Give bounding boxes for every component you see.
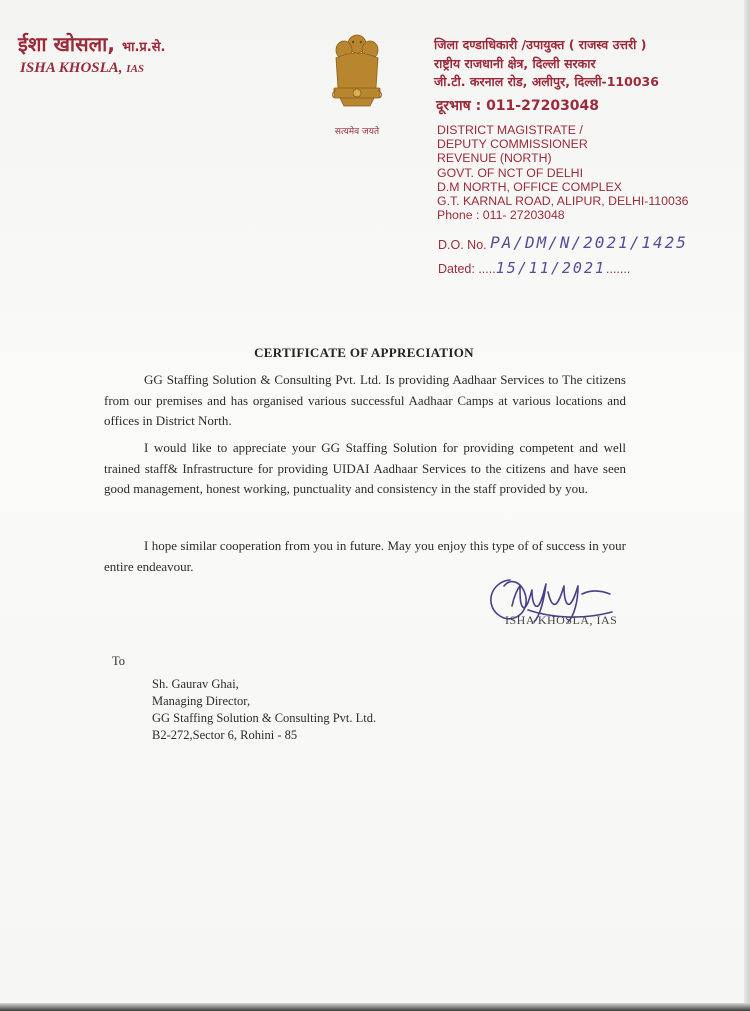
reference-number-value: PA/DM/N/2021/1425 xyxy=(490,233,688,252)
letterhead-english-line: DISTRICT MAGISTRATE / xyxy=(437,123,583,137)
body-paragraph-text: I hope similar cooperation from you in future. May you enjoy this type of of success in your entire endeavour. xyxy=(104,538,626,574)
letter-date: Dated: .....15/11/2021....... xyxy=(438,259,631,277)
body-paragraph-text: I would like to appreciate your GG Staffing Solution for providing competent and well trained staff& Infrastructure for providing UIDAI Aadhaar Services to the citizens and have seen good management, honest working, punctuality and consistency in the staff provided by you. xyxy=(104,440,626,496)
letterhead-hindi xyxy=(434,36,659,92)
certificate-title: CERTIFICATE OF APPRECIATION xyxy=(254,345,474,360)
letterhead-hindi-line: राष्ट्रीय राजधानी क्षेत्र, दिल्ली सरकार xyxy=(434,55,596,71)
emblem-motto: सत्यमेव जयते xyxy=(334,127,380,137)
recipient-address-line: GG Staffing Solution & Consulting Pvt. Ltd. xyxy=(152,711,377,725)
signatory-name: ISHA KHOSLA, IAS xyxy=(505,613,618,627)
letterhead-english-line: G.T. KARNAL ROAD, ALIPUR, DELHI-110036 xyxy=(437,194,689,209)
recipient-address-line: B2-272,Sector 6, Rohini - 85 xyxy=(152,728,298,742)
letterhead-english-line: Phone : 011- 27203048 xyxy=(437,208,565,223)
officer-name-hindi-text: ईशा खोसला, xyxy=(18,32,115,56)
letterhead-english-line: REVENUE (NORTH) xyxy=(437,151,552,166)
national-emblem-icon xyxy=(322,30,392,135)
letterhead-hindi-line: जिला दण्डाधिकारी /उपायुक्त ( राजस्व उत्तरी ) xyxy=(434,37,647,52)
letterhead-english-line: DEPUTY COMMISSIONER xyxy=(437,137,588,152)
officer-name-hindi xyxy=(18,30,165,57)
body-paragraph-text: GG Staffing Solution & Consulting Pvt. Ltd. Is providing Aadhaar Services to The citizens from our premises and has organised various successful Aadhaar Camps at various locations and offices in District North. xyxy=(104,372,626,428)
recipient-address-line: Sh. Gaurav Ghai, xyxy=(152,677,239,691)
letter-date-value: 15/11/2021 xyxy=(495,259,607,277)
letterhead-english xyxy=(437,123,689,222)
paper-edge-bottom xyxy=(0,1003,750,1011)
officer-name-english xyxy=(20,60,144,77)
letterhead-hindi-phone: दूरभाष : 011-27203048 xyxy=(436,98,600,114)
letterhead-english-line: GOVT. OF NCT OF DELHI xyxy=(437,165,583,180)
body-paragraph xyxy=(104,370,626,432)
recipient-address-line: Managing Director, xyxy=(152,694,251,708)
officer-service-english: IAS xyxy=(126,63,145,75)
paper-edge-right xyxy=(744,0,750,1011)
letter-date-label: Dated: xyxy=(438,262,475,276)
letterhead-english-line: D.M NORTH, OFFICE COMPLEX xyxy=(437,179,622,194)
reference-number xyxy=(438,234,688,253)
reference-number-label: D.O. No. xyxy=(438,238,487,252)
recipient-to-label: To xyxy=(112,654,126,668)
body-paragraph xyxy=(104,438,626,500)
officer-service-hindi: भा.प्र.से. xyxy=(121,40,166,55)
letterhead-hindi-line: जी.टी. करनाल रोड, अलीपुर, दिल्ली-110036 xyxy=(434,74,659,89)
recipient-address xyxy=(152,676,376,744)
officer-name-english-text: ISHA KHOSLA, xyxy=(20,60,123,76)
